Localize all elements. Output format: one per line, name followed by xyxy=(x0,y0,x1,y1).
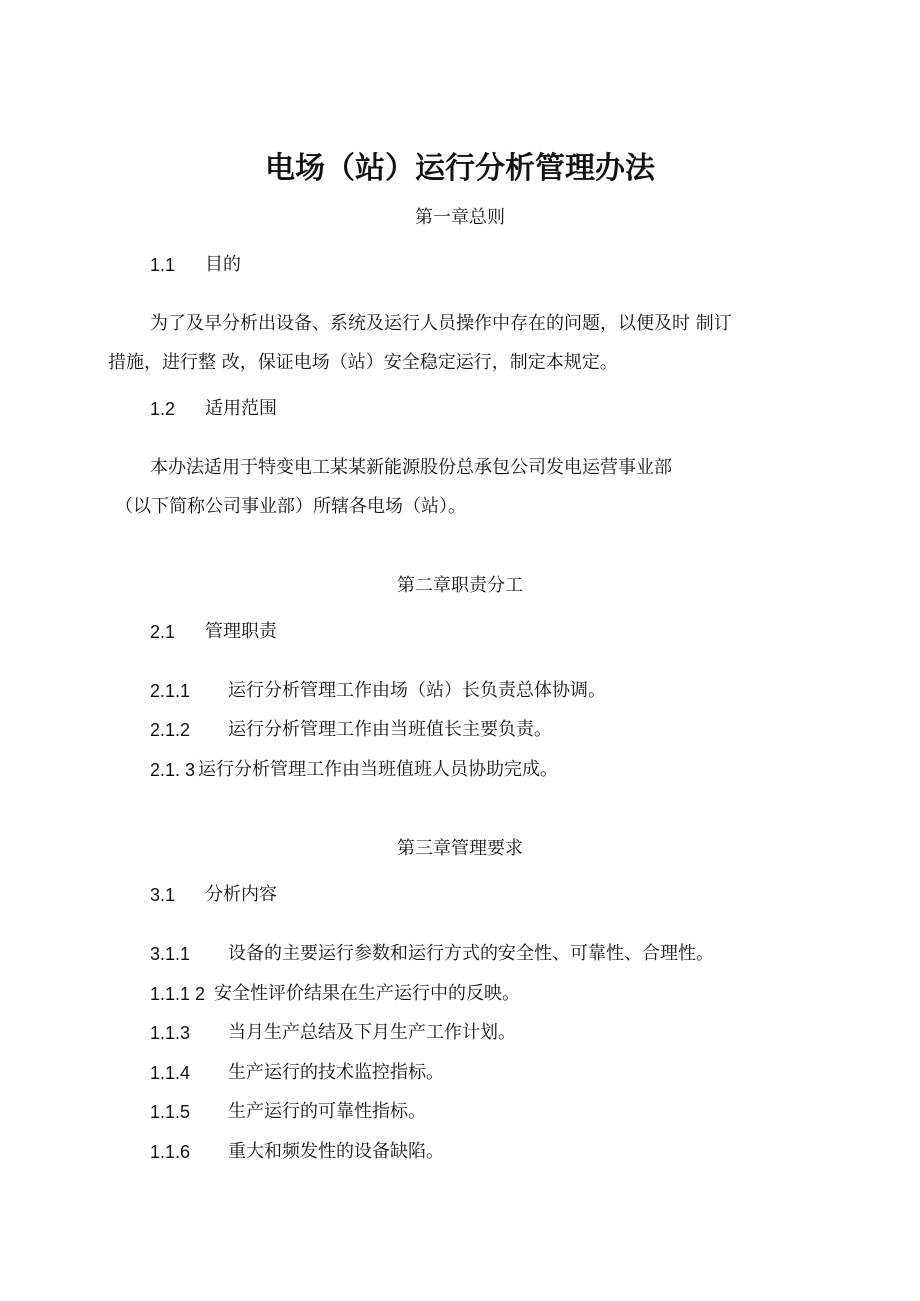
purpose-paragraph-line-2: 措施，进行整 改，保证电场（站）安全稳定运行，制定本规定。 xyxy=(108,352,618,373)
scope-paragraph-line-1: 本办法适用于特变电工某某新能源股份总承包公司发电运营事业部 xyxy=(150,457,672,478)
section-1-2-title: 适用范围 xyxy=(205,398,277,419)
item-text: 运行分析管理工作由当班值班人员协助完成。 xyxy=(198,759,558,780)
chapter-1-heading: 第一章总则 xyxy=(415,207,505,228)
item-number: 1.1.5 xyxy=(150,1102,191,1122)
item-number: 2.1. 3 xyxy=(150,760,196,780)
item-number: 1.1.3 xyxy=(150,1023,191,1043)
item-text: 运行分析管理工作由场（站）长负责总体协调。 xyxy=(228,680,606,701)
item-number: 1.1.4 xyxy=(150,1063,191,1083)
purpose-paragraph-line-1: 为了及早分析出设备、系统及运行人员操作中存在的问题，以便及时 制订 xyxy=(150,313,732,334)
document-title: 电场（站）运行分析管理办法 xyxy=(265,151,655,186)
item-text: 生产运行的可靠性指标。 xyxy=(228,1101,426,1122)
section-3-1-title: 分析内容 xyxy=(205,884,277,905)
item-number: 2.1.1 xyxy=(150,681,191,701)
section-2-1-title: 管理职责 xyxy=(205,621,277,642)
item-text: 设备的主要运行参数和运行方式的安全性、可靠性、合理性。 xyxy=(228,943,714,964)
item-number: 1.1.6 xyxy=(150,1142,191,1162)
section-1-2-number: 1.2 xyxy=(150,399,176,419)
item-number: 1.1.1 2 xyxy=(150,984,206,1004)
item-number: 3.1.1 xyxy=(150,944,191,964)
section-1-1-number: 1.1 xyxy=(150,255,176,275)
section-2-1-number: 2.1 xyxy=(150,622,176,642)
scope-paragraph-line-2: （以下简称公司事业部）所辖各电场（站）。 xyxy=(115,496,466,517)
item-number: 2.1.2 xyxy=(150,720,191,740)
section-3-1-number: 3.1 xyxy=(150,885,176,905)
item-text: 当月生产总结及下月生产工作计划。 xyxy=(228,1022,516,1043)
item-text: 重大和频发性的设备缺陷。 xyxy=(228,1141,444,1162)
chapter-2-heading: 第二章职责分工 xyxy=(397,575,523,596)
chapter-3-heading: 第三章管理要求 xyxy=(397,838,523,859)
item-text: 运行分析管理工作由当班值长主要负责。 xyxy=(228,719,552,740)
item-text: 生产运行的技术监控指标。 xyxy=(228,1062,444,1083)
section-1-1-title: 目的 xyxy=(205,254,241,275)
item-text: 安全性评价结果在生产运行中的反映。 xyxy=(214,983,520,1004)
